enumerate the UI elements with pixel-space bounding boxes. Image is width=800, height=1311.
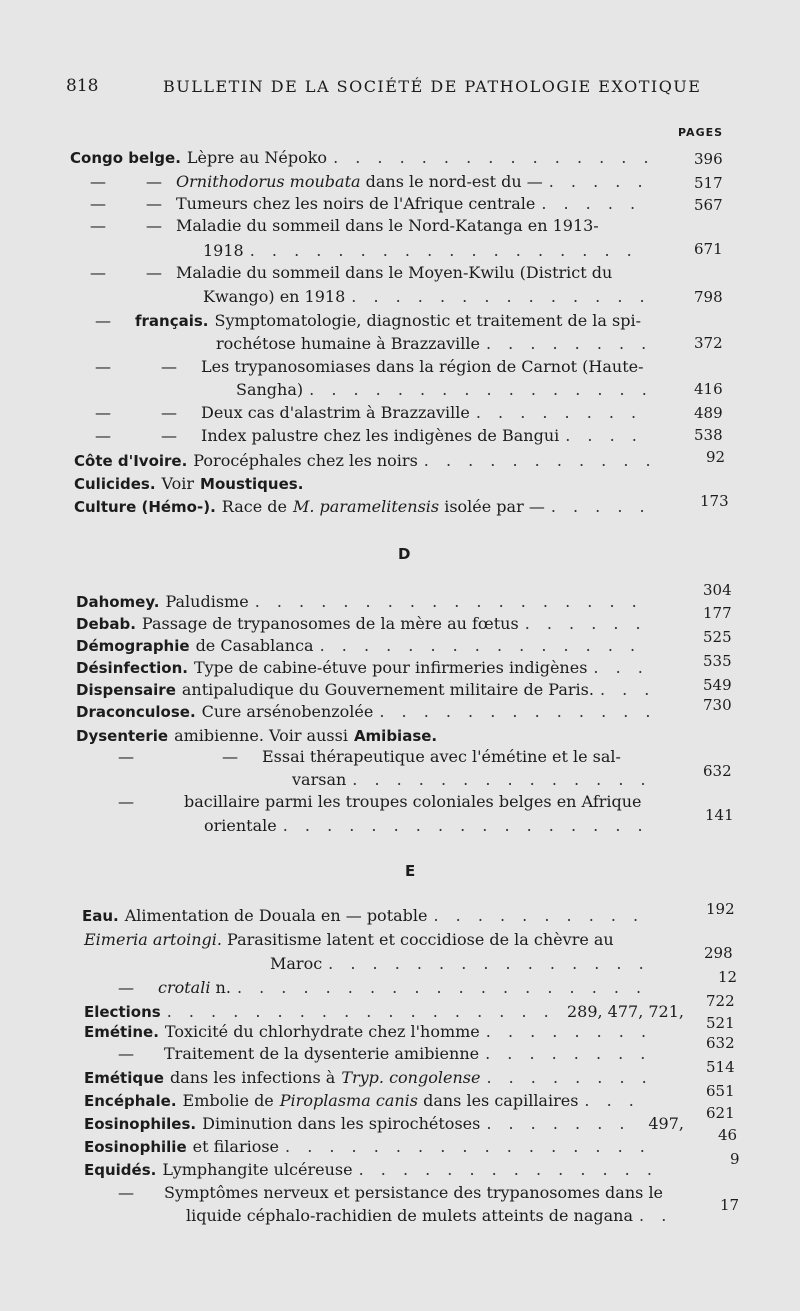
leader-dots [486,1022,652,1041]
entry-text: Kwango) en 1918 [203,287,346,306]
index-entry [84,1160,652,1183]
entry-keyword: Dispensaire [76,681,176,699]
ditto-dash: — [161,357,177,376]
index-entry [82,906,652,929]
entry-text: rochétose humaine à Brazzaville [216,334,480,353]
entry-text: Lymphangite ulcéreuse [162,1160,353,1179]
entry-keyword: Congo belge. [70,149,181,167]
ditto-dash: — [90,172,106,191]
entry-text: et filariose [192,1137,280,1156]
entry-keyword: Draconculose. [76,703,196,721]
index-entry [76,614,650,637]
entry-page: 177 [703,604,732,622]
leader-dots [309,380,650,399]
entry-text: isolée par — [439,497,545,516]
entry-text: Traitement de la dysenterie amibienne [164,1044,480,1063]
entry-italic: crotali [158,978,211,997]
entry-keyword: français. [135,312,209,330]
entry-text: varsan [292,770,347,789]
index-entry [84,1137,652,1160]
index-entry [95,357,650,380]
ditto-dash: — [161,426,177,445]
leader-dots [424,451,650,470]
leader-dots [250,241,650,260]
index-entry [76,680,650,703]
leader-dots [486,1068,652,1087]
leader-dots [486,1114,642,1133]
entry-keyword: Encéphale. [84,1092,177,1110]
entry-text: Maladie du sommeil dans le Nord-Katanga en 1913- [176,216,599,235]
entry-text: Voir [161,474,195,493]
entry-text: Tumeurs chez les noirs de l'Afrique centrale [176,194,536,213]
index-entry [76,636,650,659]
entry-text: Parasitisme latent et coccidiose de la chèvre au [221,930,614,949]
index-entry [84,930,652,953]
entry-keyword: Démographie [76,637,190,655]
index-entry [95,311,650,334]
entry-page: 621 [706,1104,735,1122]
leader-dots [600,680,650,699]
entry-text: antipaludique du Gouvernement militaire de Paris. [181,680,594,699]
index-entry [118,792,650,815]
entry-text: Type de cabine-étuve pour infirmeries indigènes [193,658,588,677]
ditto-dash: — [146,194,162,213]
leader-dots [639,1206,666,1225]
entry-italic: M. paramelitensis [292,497,440,516]
index-entry-continuation [186,1206,666,1229]
entry-text: dans les capillaires [417,1091,579,1110]
entry-text: n. [210,978,231,997]
ditto-dash: — [90,216,106,235]
entry-text: Maroc [270,954,323,973]
leader-dots [525,614,650,633]
entry-text: Symptômes nerveux et persistance des trypanosomes dans le [164,1183,664,1202]
ditto-dash: — [222,747,238,766]
ditto-dash: — [118,1044,134,1063]
entry-page: 298 [704,944,733,962]
entry-text: Sangha) [236,380,304,399]
ditto-dash: — [161,403,177,422]
entry-crossref: Amibiase. [353,727,438,745]
entry-text: dans le nord-est du — [360,172,543,191]
pages-column-label: PAGES [678,126,724,139]
ditto-dash: — [118,792,134,811]
ditto-dash: — [118,1183,134,1202]
entry-page: 514 [706,1058,735,1076]
entry-page: 525 [703,628,732,646]
index-entry-continuation [203,241,650,264]
index-entry [70,148,650,171]
leader-dots [167,1002,561,1021]
entry-italic: Eimeria artoingi. [84,930,222,949]
entry-page: 17 [720,1196,740,1214]
entry-keyword: Emétique [84,1069,164,1087]
index-entry [90,172,650,195]
leader-dots [486,334,650,353]
ditto-dash: — [118,978,134,997]
entry-text: Symptomatologie, diagnostic et traitement de la spi- [214,311,641,330]
entry-page: 535 [703,652,732,670]
ditto-dash: — [95,311,111,330]
entry-keyword: Eau. [82,907,119,925]
entry-text: Toxicité du chlorhydrate chez l'homme [164,1022,480,1041]
entry-italic: Ornithodorus moubata [176,172,361,191]
index-entry-continuation [270,954,652,977]
index-entry [74,451,650,474]
entry-text: 1918 [203,241,244,260]
index-entry [76,702,650,725]
index-entry [118,747,650,770]
entry-text: Deux cas d'alastrim à Brazzaville [201,403,470,422]
entry-page: 416 [694,380,723,398]
index-entry-continuation [203,287,650,310]
leader-dots [333,148,650,167]
leader-dots [320,636,650,655]
entry-page: 722 [706,992,735,1010]
leader-dots [549,172,650,191]
index-entry [95,403,650,426]
entry-text: Passage de trypanosomes de la mère au fœtus [141,614,519,633]
index-entry [118,978,652,1001]
entry-italic: Piroplasma canis [279,1091,418,1110]
entry-keyword: Emétine. [84,1023,159,1041]
entry-keyword: Dahomey. [76,593,160,611]
entry-text: liquide céphalo-rachidien de mulets atteints de nagana [186,1206,634,1225]
ditto-dash: — [146,216,162,235]
entry-text: Essai thérapeutique avec l'émétine et le sal- [262,747,621,766]
entry-keyword: Dysenterie [76,727,169,745]
entry-text: Alimentation de Douala en — potable [124,906,428,925]
entry-text: 289, 477, 721, [566,1002,684,1021]
entry-keyword: Désinfection. [76,659,188,677]
index-entry [84,1091,652,1114]
index-entry [84,1068,652,1091]
leader-dots [283,816,650,835]
entry-text: Paludisme [165,592,249,611]
index-entry [118,1183,678,1206]
index-entry-continuation [216,334,650,357]
entry-page: 517 [694,174,723,192]
entry-keyword: Debab. [76,615,136,633]
entry-page: 372 [694,334,723,352]
entry-text: Index palustre chez les indigènes de Bangui [201,426,560,445]
entry-text: Maladie du sommeil dans le Moyen-Kwilu (District du [176,263,613,282]
entry-text: Cure arsénobenzolée [201,702,374,721]
entry-page: 632 [706,1034,735,1052]
ditto-dash: — [90,263,106,282]
index-entry [90,263,650,286]
entry-page: 304 [703,581,732,599]
entry-page: 489 [694,404,723,422]
leader-dots [584,1091,652,1110]
leader-dots [237,978,652,997]
entry-page: 730 [703,696,732,714]
entry-text: Lèpre au Népoko [186,148,328,167]
leader-dots [379,702,650,721]
index-entry-continuation [236,380,650,403]
leader-dots [565,426,650,445]
leader-dots [352,770,650,789]
entry-page: 92 [706,448,726,466]
index-entry [74,497,650,520]
ditto-dash: — [95,403,111,422]
index-entry [118,1044,652,1067]
index-entry [90,194,650,217]
leader-dots [351,287,650,306]
index-entry-continuation [204,816,650,839]
entry-keyword: Eosinophiles. [84,1115,197,1133]
ditto-dash: — [95,426,111,445]
entry-text: Porocéphales chez les noirs [193,451,418,470]
entry-text: Embolie de [182,1091,274,1110]
leader-dots [593,658,650,677]
leader-dots [285,1137,652,1156]
ditto-dash: — [118,747,134,766]
leader-dots [359,1160,652,1179]
entry-text: orientale [204,816,277,835]
index-entry [76,658,650,681]
index-entry-continuation [292,770,650,793]
ditto-dash: — [95,357,111,376]
index-entry [76,726,650,749]
leader-dots [476,403,650,422]
entry-keyword: Côte d'Ivoire. [74,452,188,470]
ditto-dash: — [146,172,162,191]
entry-text: Diminution dans les spirochétoses [202,1114,481,1133]
entry-keyword: Culture (Hémo-). [74,498,216,516]
ditto-dash: — [146,263,162,282]
entry-page: 9 [730,1150,740,1168]
running-title: BULLETIN DE LA SOCIÉTÉ DE PATHOLOGIE EXOTIQUE [163,77,702,96]
entry-crossref: Moustiques. [200,475,304,493]
entry-keyword: Eosinophilie [84,1138,187,1156]
section-letter-d: D [398,545,411,563]
entry-text: dans les infections à [169,1068,336,1087]
entry-text: de Casablanca [195,636,314,655]
entry-page: 798 [694,288,723,306]
entry-page: 192 [706,900,735,918]
leader-dots [551,497,650,516]
entry-page: 651 [706,1082,735,1100]
entry-text: bacillaire parmi les troupes coloniales belges en Afrique [184,792,642,811]
ditto-dash: — [90,194,106,213]
entry-page: 632 [703,762,732,780]
entry-page: 549 [703,676,732,694]
entry-italic: Tryp. congolense [341,1068,481,1087]
entry-page: 46 [718,1126,738,1144]
entry-text: Les trypanosomiases dans la région de Carnot (Haute- [201,357,644,376]
leader-dots [541,194,650,213]
entry-page: 538 [694,426,723,444]
index-entry [84,1022,652,1045]
index-entry [90,216,650,239]
index-entry [74,474,650,497]
leader-dots [433,906,652,925]
entry-page: 173 [700,492,729,510]
section-letter-e: E [405,862,416,880]
entry-keyword: Culicides. [74,475,156,493]
entry-page: 141 [705,806,734,824]
leader-dots [485,1044,652,1063]
entry-text: Race de [221,497,287,516]
entry-text: 497, [648,1114,684,1133]
index-entry [95,426,650,449]
index-entry [84,1114,684,1137]
page-number: 818 [66,76,99,96]
entry-page: 567 [694,196,723,214]
entry-page: 671 [694,240,723,258]
entry-keyword: Equidés. [84,1161,157,1179]
index-entry [76,592,650,615]
entry-page: 521 [706,1014,735,1032]
entry-keyword: Elections [84,1003,161,1021]
entry-page: 396 [694,150,723,168]
leader-dots [255,592,650,611]
leader-dots [328,954,652,973]
entry-page: 12 [718,968,738,986]
entry-text: amibienne. Voir aussi [174,726,348,745]
